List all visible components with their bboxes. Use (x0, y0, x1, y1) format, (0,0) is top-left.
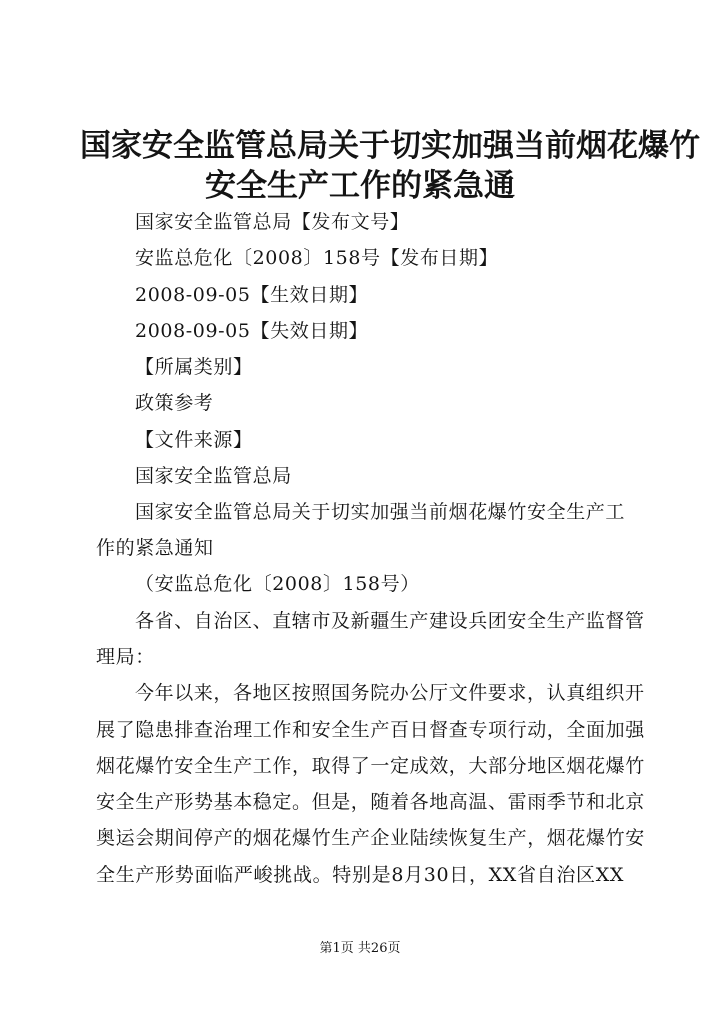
source-value: 国家安全监管总局 (135, 465, 292, 487)
issuer-line: 国家安全监管总局【发布文号】 (135, 211, 410, 233)
category-label: 【所属类别】 (135, 356, 253, 378)
paragraph-line: 全生产形势面临严峻挑战。特别是8月30日，XX省自治区XX (96, 864, 624, 886)
effective-date-line: 2008-09-05【失效日期】 (135, 320, 369, 342)
notice-doc-number: （安监总危化〔2008〕158号） (135, 573, 420, 595)
publish-date-line: 2008-09-05【生效日期】 (135, 284, 369, 306)
addressee-line-2: 理局： (96, 646, 155, 668)
notice-heading-line-1: 国家安全监管总局关于切实加强当前烟花爆竹安全生产工 (135, 501, 626, 523)
paragraph-line: 展了隐患排查治理工作和安全生产百日督查专项行动，全面加强 (96, 719, 645, 741)
page-number-footer: 第1页 共26页 (319, 941, 401, 956)
category-value: 政策参考 (135, 392, 214, 414)
paragraph-line: 今年以来，各地区按照国务院办公厅文件要求，认真组织开 (135, 682, 645, 704)
paragraph-line: 奥运会期间停产的烟花爆竹生产企业陆续恢复生产，烟花爆竹安 (96, 827, 645, 849)
notice-heading-line-2: 作的紧急通知 (96, 537, 214, 559)
doc-number-line: 安监总危化〔2008〕158号【发布日期】 (135, 247, 499, 269)
document-title-line-1: 国家安全监管总局关于切实加强当前烟花爆竹 (80, 128, 700, 164)
document-title-line-2: 安全生产工作的紧急通 (205, 168, 515, 204)
addressee-line-1: 各省、自治区、直辖市及新疆生产建设兵团安全生产监督管 (135, 610, 645, 632)
paragraph-line: 烟花爆竹安全生产工作，取得了一定成效，大部分地区烟花爆竹 (96, 755, 645, 777)
source-label: 【文件来源】 (135, 429, 253, 451)
paragraph-line: 安全生产形势基本稳定。但是，随着各地高温、雷雨季节和北京 (96, 791, 645, 813)
